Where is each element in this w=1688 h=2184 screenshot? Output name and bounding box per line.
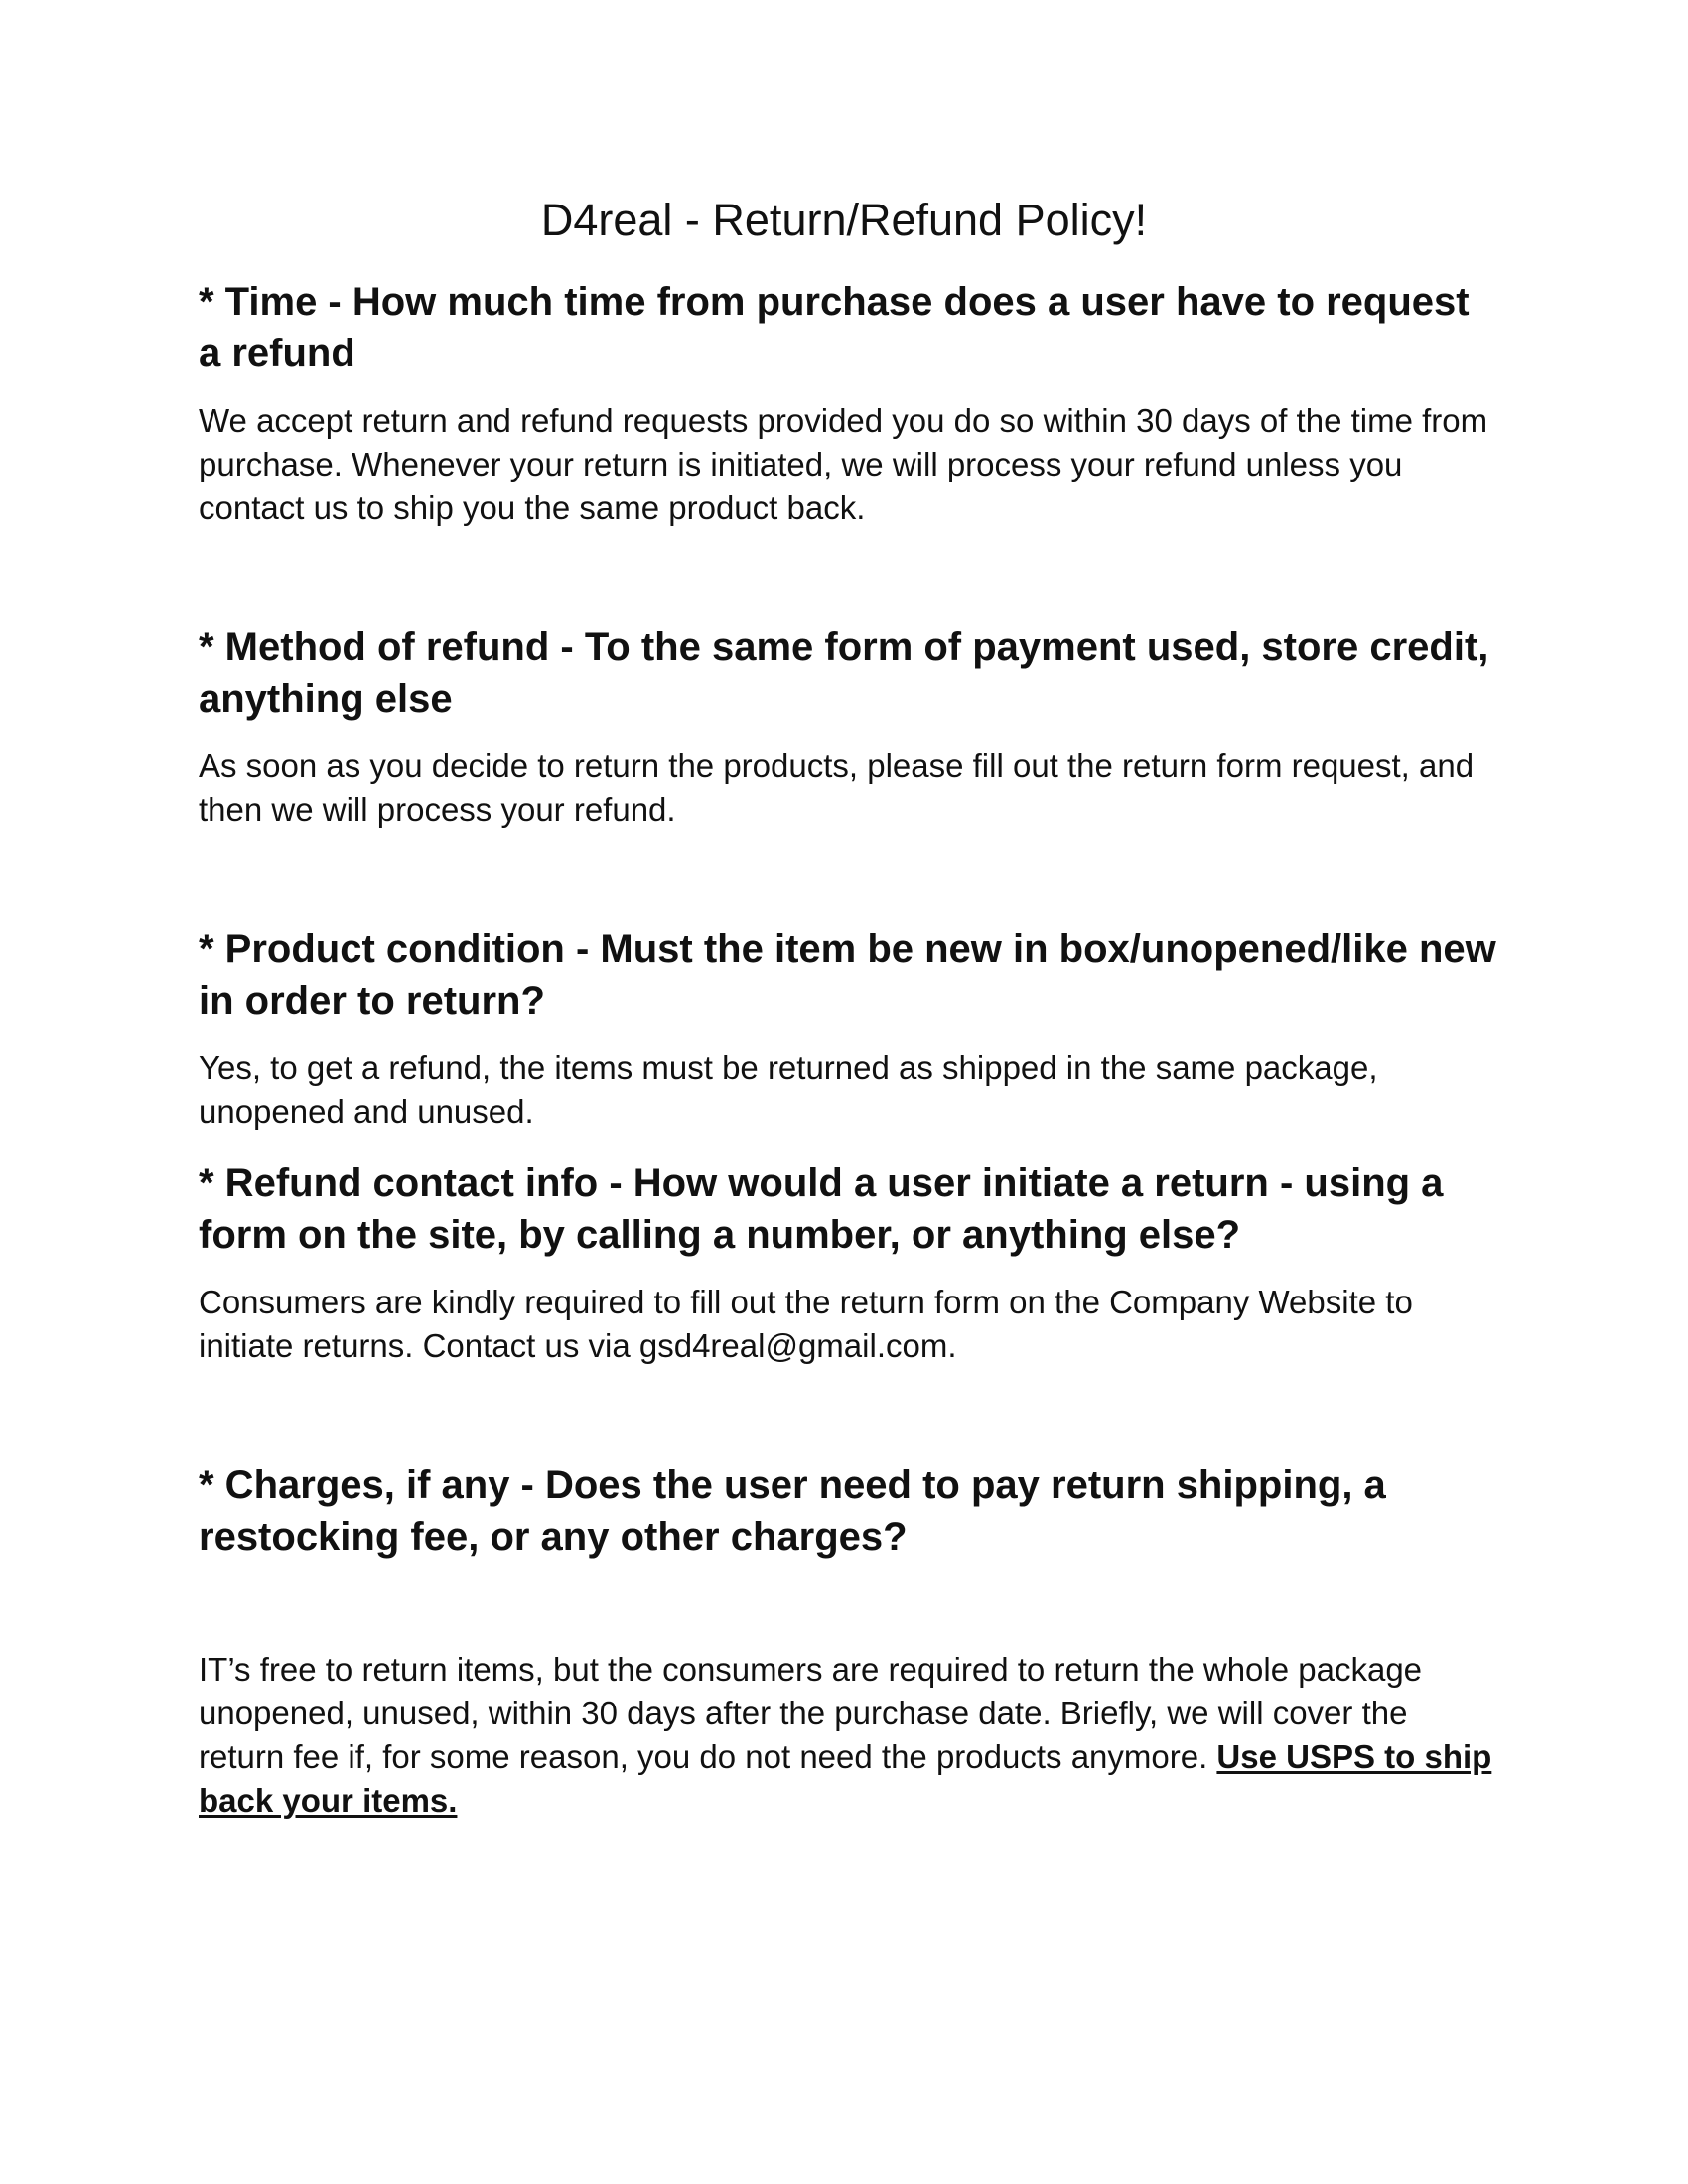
section-heading: * Time - How much time from purchase does a user have to request a refund (199, 280, 1470, 375)
section-heading: * Product condition - Must the item be new in box/unopened/like new in order to return? (199, 927, 1496, 1023)
section-body: Consumers are kindly required to fill out the return form on the Company Website to initiate returns. Contact us via gsd4real@gmail.com. (199, 1284, 1413, 1364)
section-body: We accept return and refund requests provided you do so within 30 days of the time from purchase. Whenever your return is initiated, we will process your refund unless you contact us to ship you the same product back. (199, 402, 1488, 526)
document-title: D4real - Return/Refund Policy! (540, 195, 1148, 245)
section-charges-body (199, 1648, 1499, 1823)
usps-shipping-link[interactable]: Use USPS to ship back your items. (199, 1738, 1492, 1819)
section-heading: * Method of refund - To the same form of payment used, store credit, anything else (199, 625, 1489, 721)
section-heading: * Charges, if any - Does the user need to pay return shipping, a restocking fee, or any other charges? (199, 1463, 1386, 1559)
section-refund-contact-info (199, 1158, 1499, 1368)
section-product-condition (199, 923, 1499, 1134)
section-method-of-refund (199, 621, 1499, 832)
section-body-text: IT’s free to return items, but the consumers are required to return the whole package unopened, unused, within 30 days after the purchase date. Briefly, we will cover the return fee if, for some reason, you do not need the products anymore. (199, 1651, 1423, 1775)
section-heading: * Refund contact info - How would a user initiate a return - using a form on the site, by calling a number, or anything else? (199, 1161, 1444, 1257)
section-time (199, 276, 1499, 530)
section-charges (199, 1459, 1499, 1563)
section-body: As soon as you decide to return the products, please fill out the return form request, and then we will process your refund. (199, 748, 1475, 828)
section-body (199, 1648, 1499, 1823)
section-body: Yes, to get a refund, the items must be returned as shipped in the same package, unopened and unused. (199, 1049, 1378, 1130)
